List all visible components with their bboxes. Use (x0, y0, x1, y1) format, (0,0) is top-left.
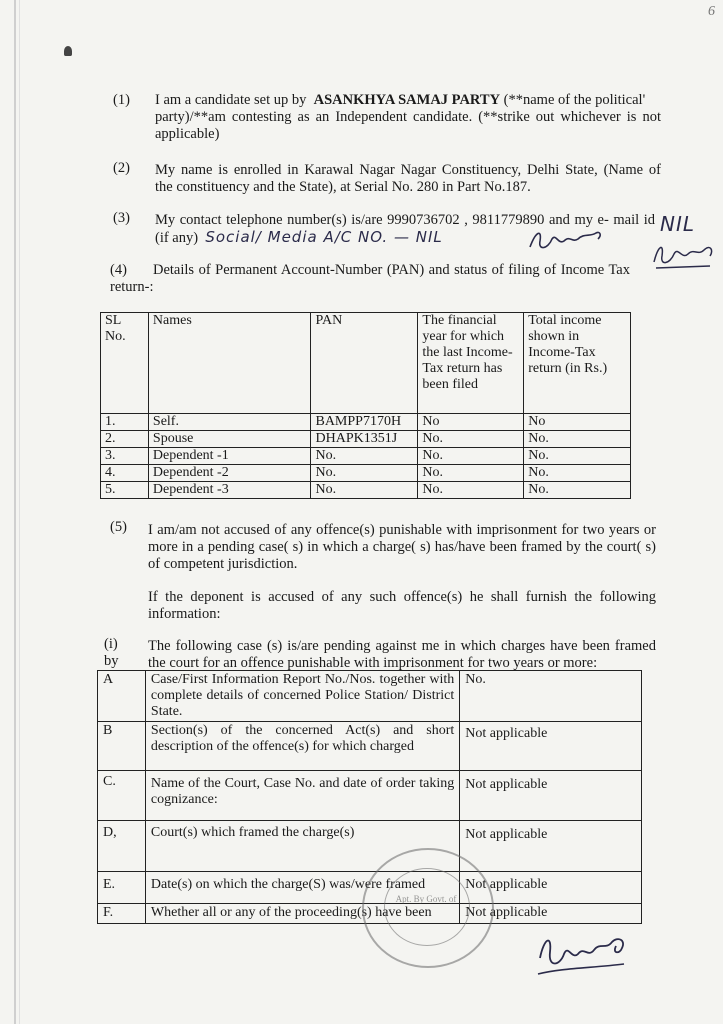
page-marker: 6 (708, 4, 715, 19)
page-edge-line (14, 0, 16, 1024)
item-2-line: My name is enrolled in Karawal Nagar Nagar Constituency, Delhi State, (Name of (155, 162, 661, 178)
header-cell: SL No. (101, 313, 149, 414)
cell: Name of the Court, Case No. and date of order taking cognizance: (145, 771, 459, 821)
item-number: (5) (110, 519, 127, 535)
cell: 3. (101, 448, 149, 465)
deponent-note (148, 589, 656, 623)
table-row (101, 448, 631, 465)
cell: No. (524, 482, 631, 499)
item-i-text (148, 638, 656, 672)
header-cell: Total income shown in Income-Tax return (in Rs.) (524, 313, 631, 414)
pan-table (100, 312, 631, 499)
item-number: (4) (110, 262, 127, 278)
deponent-note-line: If the deponent is accused of any such offence(s) he shall furnish the following (148, 589, 656, 605)
cell: Not applicable (460, 821, 642, 872)
cell: Case/First Information Report No./Nos. together with complete details of concerned Police Station/ District State. (145, 671, 459, 722)
cell: Not applicable (460, 722, 642, 771)
cell: No. (524, 465, 631, 482)
cell: Dependent -1 (148, 448, 311, 465)
item-4-line: Details of Permanent Account-Number (PAN) and status of filing of Income Tax (153, 262, 630, 278)
cell: No. (418, 465, 524, 482)
item-4-line: return-: (110, 279, 154, 295)
cell: D, (98, 821, 146, 872)
cell: F. (98, 904, 146, 924)
cell: No (524, 414, 631, 431)
cell: No (418, 414, 524, 431)
margin-note-nil: NIL (660, 212, 696, 236)
notary-stamp-inner-ring (384, 868, 470, 946)
item-2-line: the constituency and the State), at Serial No. 280 in Part No.187. (155, 179, 531, 195)
notary-stamp (362, 848, 494, 968)
table-row (101, 431, 631, 448)
signature-inline (526, 225, 604, 255)
cell: BAMPP7170H (311, 414, 418, 431)
table-row (98, 671, 642, 722)
table-row (101, 465, 631, 482)
signature-margin (650, 236, 718, 272)
table-row (98, 722, 642, 771)
item-5-line: more in a pending case( s) in which a charge( s) has/have been framed by the court( s) (148, 539, 656, 555)
cell: C. (98, 771, 146, 821)
cell: No. (524, 448, 631, 465)
page-edge-line (19, 0, 20, 1024)
handwritten-social-media: Social/ Media A/C NO. — NIL (205, 228, 443, 246)
cell: No. (460, 671, 642, 722)
cell: A (98, 671, 146, 722)
item-number (104, 636, 119, 670)
ink-blot (64, 46, 72, 56)
item-1-text (155, 92, 661, 143)
cell: B (98, 722, 146, 771)
cell: Not applicable (460, 904, 642, 924)
header-cell: Names (148, 313, 311, 414)
cell: Section(s) of the concerned Act(s) and short description of the offence(s) for which charged (145, 722, 459, 771)
table-row (98, 771, 642, 821)
cell: 5. (101, 482, 149, 499)
item-i-by: by (104, 653, 119, 669)
item-number: (1) (113, 92, 130, 108)
party-name: ASANKHYA SAMAJ PARTY (313, 92, 501, 108)
signature-bottom (532, 928, 632, 984)
cell: DHAPK1351J (311, 431, 418, 448)
cell: E. (98, 872, 146, 904)
cell: No. (311, 482, 418, 499)
header-cell: PAN (311, 313, 418, 414)
item-5-text (148, 522, 656, 573)
item-2-text (155, 162, 661, 196)
cell: No. (524, 431, 631, 448)
cell: No. (311, 448, 418, 465)
item-i-line: The following case (s) is/are pending against me in which charges have been framed (148, 638, 656, 654)
notary-stamp-text: Apt. By Govt. of (395, 894, 457, 904)
cell: Self. (148, 414, 311, 431)
cell: Not applicable (460, 771, 642, 821)
item-3-line: (if any) (155, 230, 199, 246)
item-i-line: the court for an offence punishable with imprisonment for two years or more: (148, 655, 598, 671)
cell: Spouse (148, 431, 311, 448)
item-1-line: applicable) (155, 126, 220, 142)
item-1-line: (**name of the political' (503, 92, 646, 108)
cell: Whether all or any of the proceeding(s) have been (145, 904, 459, 924)
item-1-line: I am a candidate set up by (155, 92, 307, 108)
cell: Not applicable (460, 872, 642, 904)
table-row (101, 482, 631, 499)
pan-table-header (101, 313, 631, 414)
item-number: (2) (113, 160, 130, 176)
cell: Date(s) on which the charge(S) was/were framed (145, 872, 459, 904)
item-4-text (110, 262, 630, 296)
cell: 2. (101, 431, 149, 448)
cell: 4. (101, 465, 149, 482)
table-row (98, 821, 642, 872)
cell: Dependent -2 (148, 465, 311, 482)
header-cell: The financial year for which the last Income-Tax return has been filed (418, 313, 524, 414)
item-5-line: of competent jurisdiction. (148, 556, 298, 572)
item-number: (3) (113, 210, 130, 226)
cell: Dependent -3 (148, 482, 311, 499)
item-5-line: I am/am not accused of any offence(s) punishable with imprisonment for two years or (148, 522, 656, 538)
item-i-number: (i) (104, 636, 118, 652)
cell: Court(s) which framed the charge(s) (145, 821, 459, 872)
deponent-note-line: information: (148, 606, 221, 622)
item-3-line: My contact telephone number(s) is/are 9990736702 , 9811779890 and my e- mail id (155, 212, 655, 228)
cell: No. (418, 482, 524, 499)
item-1-line: party)/**am contesting as an Independent candidate. (**strike out whichever is not (155, 109, 661, 125)
cell: No. (418, 431, 524, 448)
cell: 1. (101, 414, 149, 431)
cell: No. (418, 448, 524, 465)
cell: No. (311, 465, 418, 482)
table-row (101, 414, 631, 431)
